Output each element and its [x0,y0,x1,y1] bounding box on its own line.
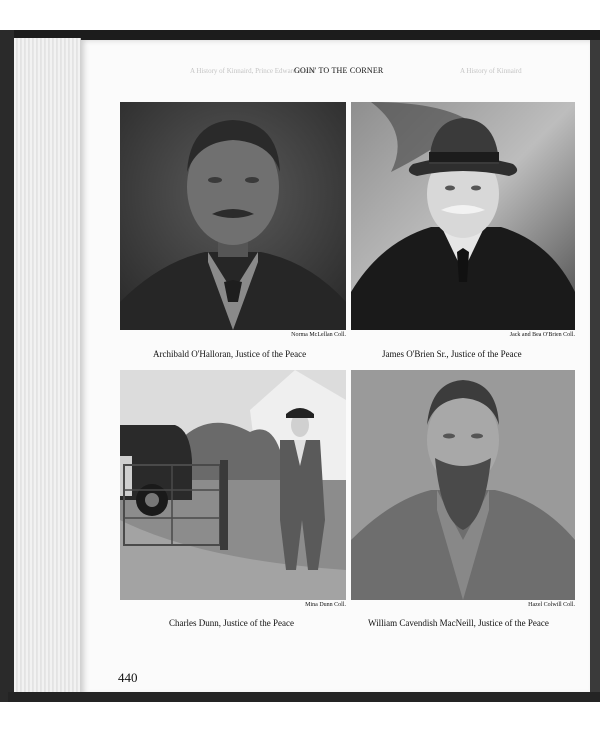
page-number: 440 [118,670,138,685]
photo-william-cavendish-macneill [351,370,575,600]
page-edges [14,38,81,698]
photo-credit: Norma McLellan Coll. [291,332,346,338]
photo-archibald-ohalloran [120,102,346,330]
book-page [80,40,590,695]
photo-charles-dunn [120,370,346,600]
photo-caption: William Cavendish MacNeill, Justice of the Peace [368,618,549,628]
photo-credit: Hazel Colwill Coll. [528,602,575,608]
photo-james-obrien-sr [351,102,575,330]
book-cover-right [590,40,600,695]
photo-caption: James O'Brien Sr., Justice of the Peace [382,349,522,359]
photo-caption: Charles Dunn, Justice of the Peace [169,618,294,628]
open-book [0,30,600,702]
ghost-running-title-right: A History of Kinnaird [460,67,522,75]
photo-caption: Archibald O'Halloran, Justice of the Peace [153,349,307,359]
book-spine-cover [0,30,14,702]
book-cover-bottom [8,692,600,702]
running-title: GOIN' TO THE CORNER [294,66,384,75]
photo-credit: Mina Dunn Coll. [305,602,346,608]
ghost-running-title-left: A History of Kinnaird, Prince Edward Island [190,67,316,75]
book-cover-top [8,30,600,40]
photo-credit: Jack and Bea O'Brien Coll. [509,332,575,338]
